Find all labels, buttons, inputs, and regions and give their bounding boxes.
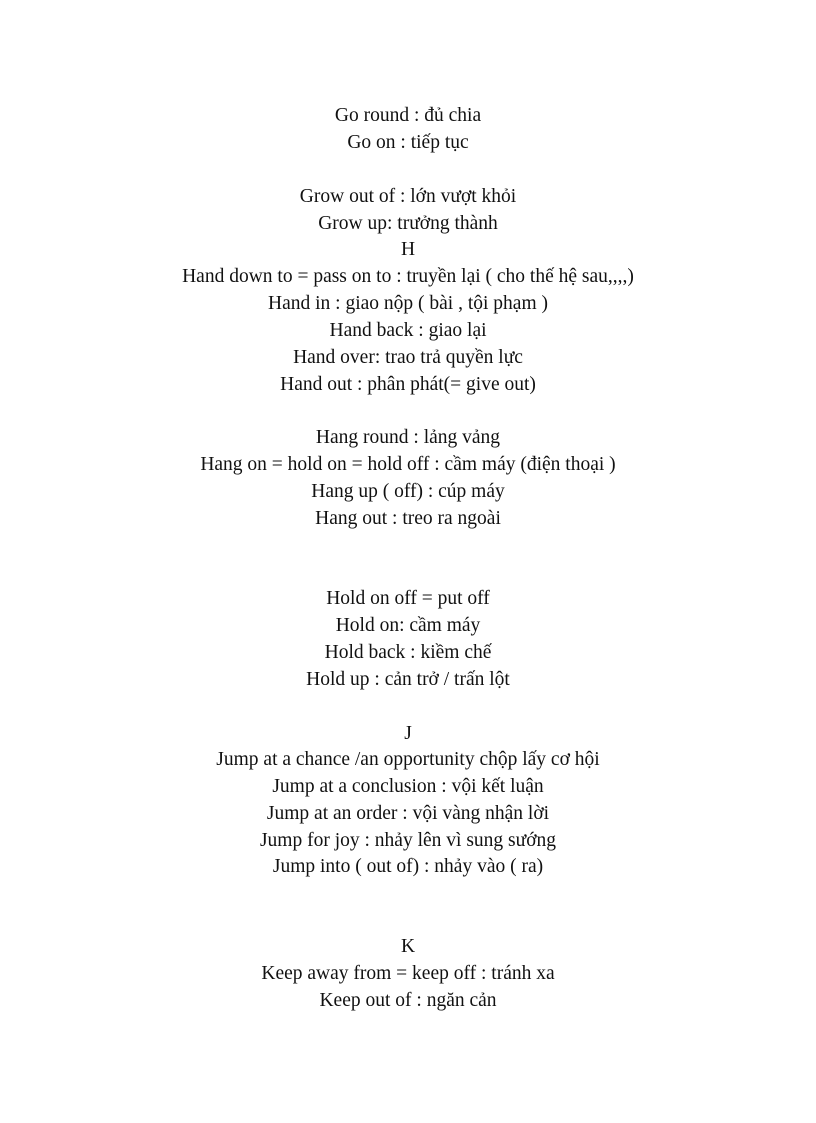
text-line: Grow out of : lớn vượt khỏi bbox=[299, 186, 517, 207]
text-line: Keep out of : ngăn cản bbox=[319, 990, 497, 1011]
text-line: Jump at a conclusion : vội kết luận bbox=[272, 776, 544, 797]
text-line: Hand out : phân phát(= give out) bbox=[280, 374, 536, 395]
text-line: Hang out : treo ra ngoài bbox=[315, 508, 501, 529]
text-line: Go round : đủ chia bbox=[334, 105, 482, 126]
text-line: Hand in : giao nộp ( bài , tội phạm ) bbox=[268, 293, 548, 314]
text-line: Hold up : cản trở / trấn lột bbox=[306, 669, 510, 690]
text-line: Hold back : kiềm chế bbox=[324, 642, 492, 663]
text-line: Hold on off = put off bbox=[326, 588, 490, 609]
text-line: Jump into ( out of) : nhảy vào ( ra) bbox=[272, 856, 544, 877]
text-line: Grow up: trưởng thành bbox=[318, 213, 498, 234]
text-line: Jump at an order : vội vàng nhận lời bbox=[266, 803, 550, 824]
text-line: Hold on: cầm máy bbox=[335, 615, 481, 636]
text-line: Jump at a chance /an opportunity chộp lấy cơ hội bbox=[216, 749, 600, 770]
text-line: Hang round : lảng vảng bbox=[315, 427, 501, 448]
text-line: Hand back : giao lại bbox=[329, 320, 487, 341]
text-line: Hang on = hold on = hold off : cầm máy (điện thoại ) bbox=[200, 454, 616, 475]
section-letter-h: H bbox=[400, 239, 416, 260]
text-line: Hand down to = pass on to : truyền lại ( cho thế hệ sau,,,,) bbox=[182, 266, 634, 287]
text-line: Go on : tiếp tục bbox=[347, 132, 469, 153]
section-letter-j: J bbox=[404, 723, 412, 744]
section-letter-k: K bbox=[400, 936, 416, 957]
text-line: Hand over: trao trả quyền lực bbox=[293, 347, 523, 368]
text-line: Hang up ( off) : cúp máy bbox=[311, 481, 505, 502]
text-line: Jump for joy : nhảy lên vì sung sướng bbox=[259, 830, 557, 851]
text-line: Keep away from = keep off : tránh xa bbox=[261, 963, 555, 984]
